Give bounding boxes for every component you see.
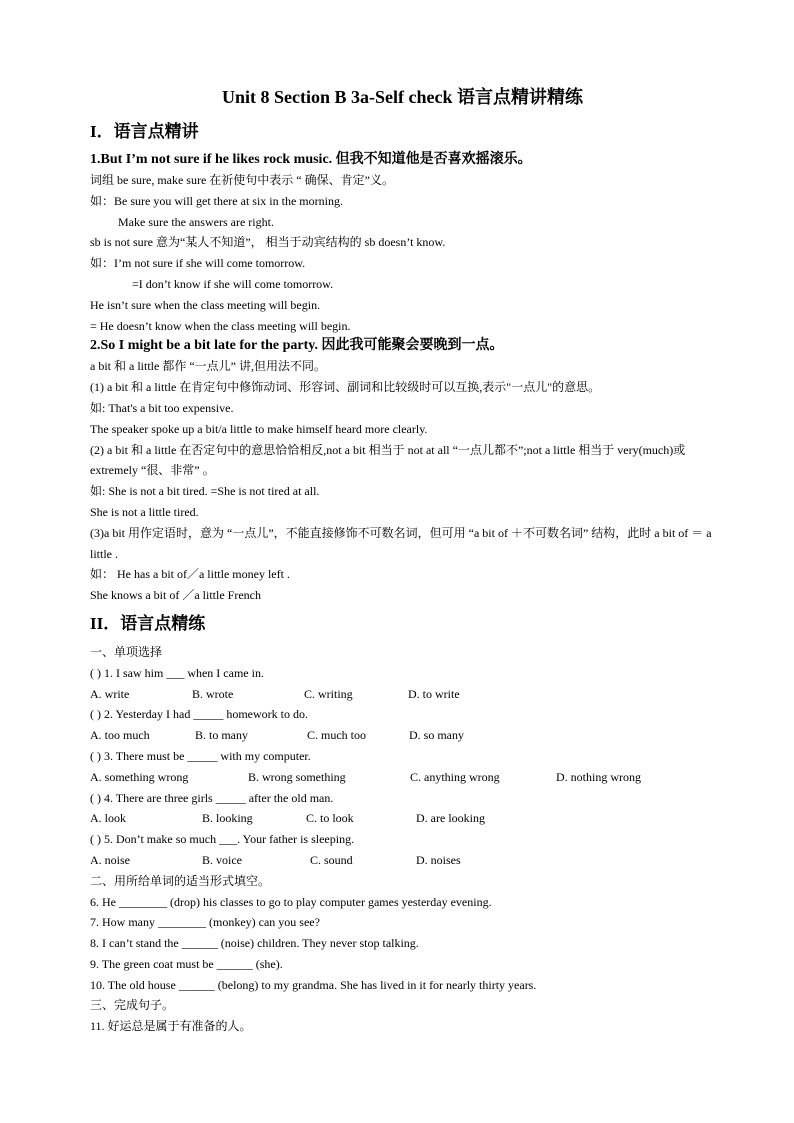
option: D. nothing wrong	[556, 769, 641, 784]
text-line: (2) a bit 和 a little 在否定句中的意思恰恰相反,not a bit 相当于 not at all “一点儿都不”;not a little 相当于 very(much)或 extremely “很、非常” 。	[90, 442, 686, 478]
option: B. to many	[195, 728, 248, 743]
fill-item: 10. The old house ______ (belong) to my grandma. She has lived in it for nearly thirty years.	[90, 977, 537, 992]
question-stem: ( ) 3. There must be _____ with my computer.	[90, 748, 311, 763]
question-options	[90, 725, 715, 746]
section2-heading: II．语言点精练	[90, 613, 206, 633]
option: A. something wrong	[90, 769, 189, 784]
document-title: Unit 8 Section B 3a-Self check 语言点精讲精练	[222, 87, 583, 107]
text-line: Make sure the answers are right.	[118, 214, 274, 229]
question-stem: ( ) 4. There are three girls _____ after the old man.	[90, 790, 334, 805]
text-line: 如: That's a bit too expensive.	[90, 400, 234, 415]
text-line: (3)a bit 用作定语时，意为 “一点儿”，不能直接修饰不可数名词，但可用 “a bit of ＋不可数名词” 结构，此时 a bit of ＝ a little .	[90, 525, 712, 561]
text-line: 词组 be sure, make sure 在祈使句中表示 “ 确保、肯定”义。	[90, 173, 394, 187]
option: C. to look	[306, 811, 354, 826]
option: B. voice	[202, 852, 242, 867]
document-page	[90, 84, 715, 1037]
text-line: sb is not sure 意为“某人不知道”， 相当于动宾结构的 sb doesn’t know.	[90, 235, 446, 250]
option: B. looking	[202, 811, 253, 826]
text-line: She knows a bit of ／a little French	[90, 588, 261, 603]
question-options	[90, 808, 715, 829]
section1-heading: I．语言点精讲	[90, 122, 199, 141]
option: D. so many	[409, 728, 464, 743]
fill-item: 7. How many ________ (monkey) can you see?	[90, 915, 320, 930]
option: B. wrong something	[248, 769, 346, 784]
question-options	[90, 767, 715, 788]
point1-heading: 1.But I’m not sure if he likes rock music. 但我不知道他是否喜欢摇滚乐。	[90, 152, 532, 167]
option: A. noise	[90, 852, 130, 867]
point2-heading: 2.So I might be a bit late for the party. 因此我可能聚会要晚到一点。	[90, 338, 504, 354]
option: D. are looking	[416, 811, 485, 826]
text-line: a bit 和 a little 都作 “一点儿” 讲,但用法不同。	[90, 359, 326, 374]
text-line: =I don’t know if she will come tomorrow.	[132, 276, 334, 291]
text-line: 如：Be sure you will get there at six in the morning.	[90, 193, 343, 208]
fill-item: 8. I can’t stand the ______ (noise) children. They never stop talking.	[90, 936, 419, 951]
complete-item: 11. 好运总是属于有准备的人。	[90, 1019, 252, 1034]
question-options	[90, 684, 715, 705]
question-stem: ( ) 5. Don’t make so much ___. Your father is sleeping.	[90, 832, 355, 847]
text-line: 如: She is not a bit tired. =She is not tired at all.	[90, 484, 320, 499]
fill-item: 6. He ________ (drop) his classes to go to play computer games yesterday evening.	[90, 894, 492, 909]
text-line: She is not a little tired.	[90, 504, 199, 519]
option: D. noises	[416, 852, 461, 867]
text-line: (1) a bit 和 a little 在肯定句中修饰动词、形容词、副词和比较级时可以互换,表示"一点儿"的意思。	[90, 380, 601, 395]
option: D. to write	[408, 686, 460, 701]
question-options	[90, 850, 715, 871]
fill-item: 9. The green coat must be ______ (she).	[90, 956, 283, 971]
text-line: 如：I’m not sure if she will come tomorrow.	[90, 256, 306, 271]
question-stem: ( ) 2. Yesterday I had _____ homework to do.	[90, 707, 308, 722]
part1-heading: 一、单项选择	[90, 644, 163, 659]
text-line: The speaker spoke up a bit/a little to make himself heard more clearly.	[90, 421, 428, 436]
option: C. anything wrong	[410, 769, 500, 784]
part3-heading: 三、完成句子。	[90, 998, 175, 1013]
option: C. much too	[307, 728, 366, 743]
question-stem: ( ) 1. I saw him ___ when I came in.	[90, 665, 264, 680]
option: B. wrote	[192, 686, 234, 701]
option: C. writing	[304, 686, 353, 701]
part2-heading: 二、用所给单词的适当形式填空。	[90, 873, 271, 888]
option: A. look	[90, 811, 126, 826]
text-line: = He doesn’t know when the class meeting will begin.	[90, 318, 351, 333]
text-line: 如： He has a bit of／a little money left .	[90, 567, 290, 582]
option: A. too much	[90, 728, 150, 743]
option: A. write	[90, 686, 130, 701]
text-line: He isn’t sure when the class meeting will begin.	[90, 297, 321, 312]
option: C. sound	[310, 852, 353, 867]
